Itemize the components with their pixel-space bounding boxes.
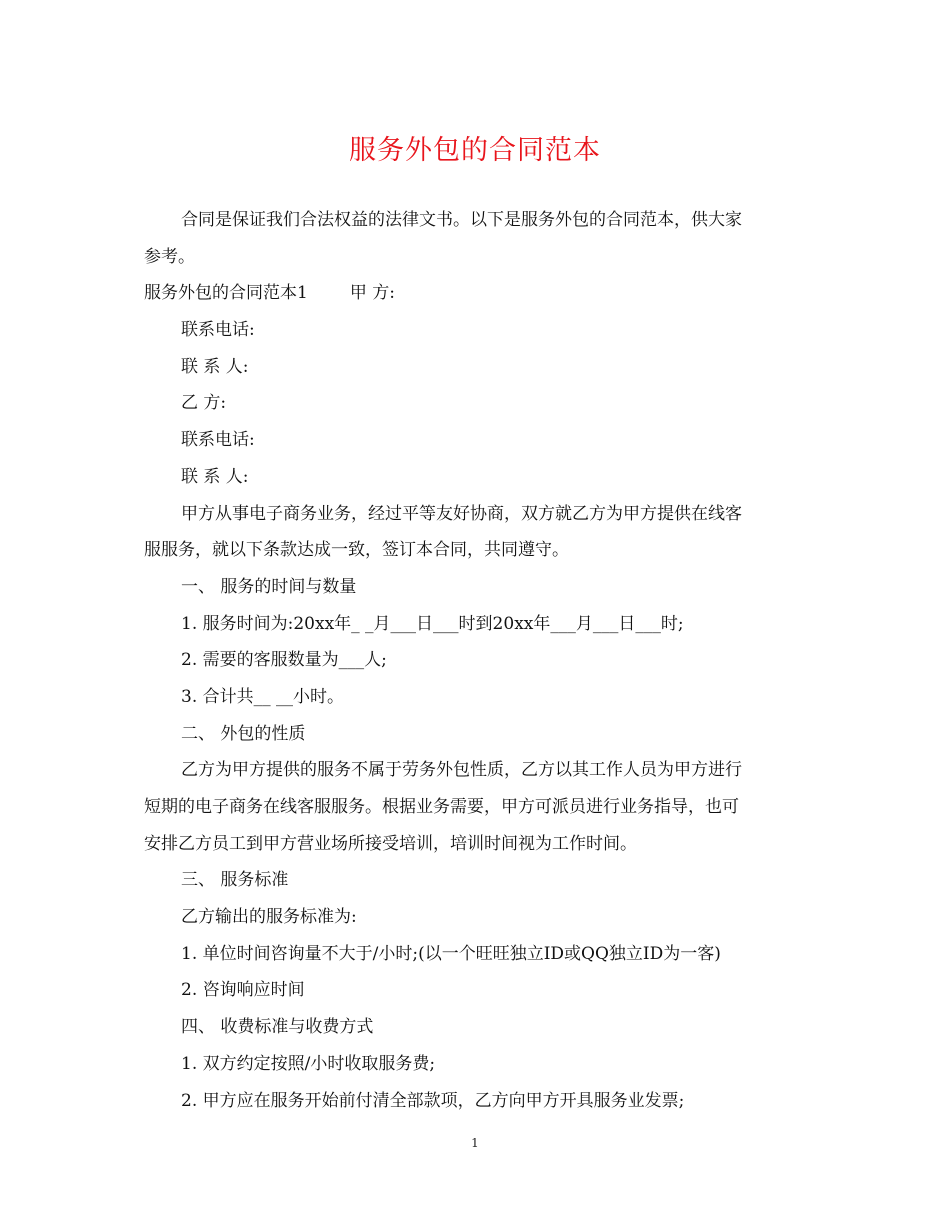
clause-line: 1. 双方约定按照/小时收取服务费; (181, 1053, 436, 1074)
section-heading: 三、 服务标准 (181, 870, 289, 891)
document-body (144, 202, 808, 1119)
document-title: 服务外包的合同范本 (349, 135, 601, 166)
paragraph-line: 安排乙方员工到甲方营业场所接受培训，培训时间视为工作时间。 (144, 833, 637, 854)
paragraph-line: 短期的电子商务在线客服服务。根据业务需要，甲方可派员进行业务指导，也可 (144, 797, 739, 817)
party-a-contact-label: 联 系 人: (181, 356, 249, 377)
section-heading: 一、 服务的时间与数量 (181, 576, 357, 597)
paragraph-line: 乙方输出的服务标准为: (181, 907, 357, 928)
section-heading: 二、 外包的性质 (181, 723, 306, 744)
contract-heading-line (144, 275, 808, 312)
party-b-contact-label: 联 系 人: (181, 466, 249, 487)
clause-line: 2. 甲方应在服务开始前付清全部款项，乙方向甲方开具服务业发票; (181, 1090, 685, 1111)
clause-line: 2. 需要的客服数量为___人; (181, 650, 387, 671)
party-a-phone-label: 联系电话: (181, 320, 255, 341)
party-b-phone-label: 联系电话: (181, 430, 255, 451)
paragraph-line: 服服务，就以下条款达成一致，签订本合同，共同遵守。 (144, 540, 569, 561)
paragraph-line: 合同是保证我们合法权益的法律文书。以下是服务外包的合同范本，供大家 (181, 210, 742, 230)
party-b-label: 乙 方: (181, 393, 227, 414)
clause-line: 2. 咨询响应时间 (181, 980, 305, 1001)
clause-line: 1. 单位时间咨询量不大于/小时;(以一个旺旺独立ID或QQ独立ID为一客) (181, 943, 721, 964)
page-number: 1 (471, 1136, 479, 1150)
contract-subtitle: 服务外包的合同范本1 (144, 283, 308, 304)
paragraph-line: 参考。 (144, 246, 195, 267)
party-a-label: 甲 方: (349, 283, 395, 304)
clause-line: 3. 合计共__ __小时。 (181, 686, 345, 707)
paragraph-line: 乙方为甲方提供的服务不属于劳务外包性质，乙方以其工作人员为甲方进行 (181, 760, 742, 781)
paragraph-line: 甲方从事电子商务业务，经过平等友好协商，双方就乙方为甲方提供在线客 (181, 503, 742, 524)
section-heading: 四、 收费标准与收费方式 (181, 1017, 374, 1038)
clause-line: 1. 服务时间为:20xx年_ _月___日___时到20xx年___月___日___时; (181, 613, 684, 634)
